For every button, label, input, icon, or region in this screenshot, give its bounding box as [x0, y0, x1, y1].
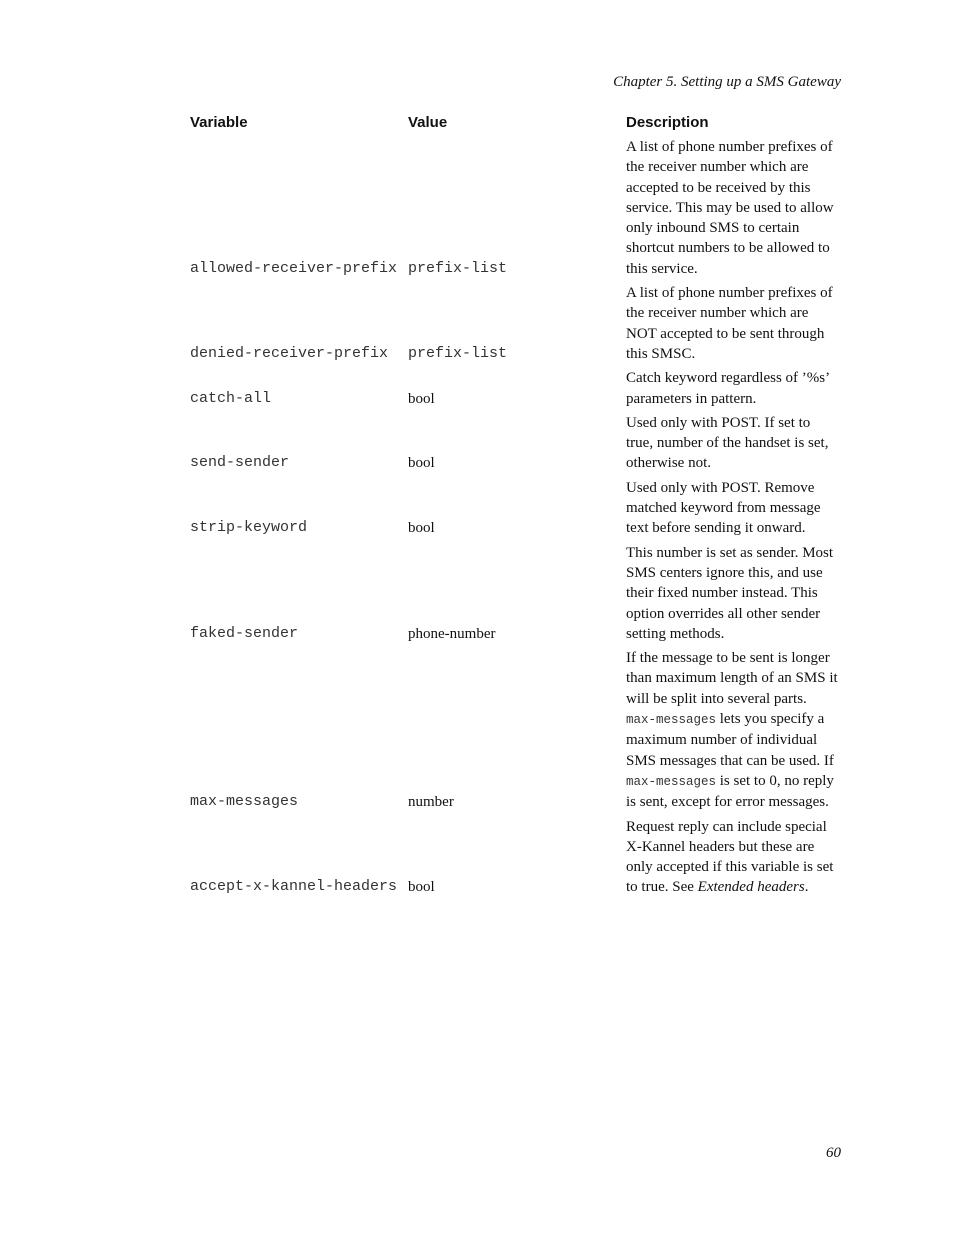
table-row: [190, 817, 840, 902]
variable-description: This number is set as sender. Most SMS centers ignore this, and use their fixed number instead. This option overrides all other sender setting methods.: [626, 544, 834, 642]
variable-value: prefix-list: [408, 344, 508, 362]
column-header-description: Description: [626, 114, 709, 131]
table-row: [190, 283, 840, 368]
table-row: [190, 368, 840, 413]
variable-name: accept-x-kannel-headers: [190, 878, 398, 896]
table-row: [190, 413, 840, 478]
variable-description: A list of phone number prefixes of the receiver number which are NOT accepted to be sent through this SMSC.: [626, 285, 833, 362]
variable-name: allowed-receiver-prefix: [190, 259, 398, 277]
variable-name: denied-receiver-prefix: [190, 344, 389, 362]
table-header-row: [190, 113, 840, 137]
variable-value: bool: [408, 520, 435, 537]
variable-name: catch-all: [190, 389, 272, 407]
running-header: Chapter 5. Setting up a SMS Gateway: [613, 74, 841, 90]
variable-description: A list of phone number prefixes of the receiver number which are accepted to be received by this service. This may be used to allow only inbound SMS to certain shortcut numbers to be allowed to this service.: [626, 139, 834, 277]
variable-value: phone-number: [408, 625, 496, 642]
column-header-value: Value: [408, 114, 448, 131]
inline-code: max-messages: [626, 774, 717, 789]
variable-table: [190, 113, 840, 902]
variable-description: [626, 817, 840, 902]
variable-name: send-sender: [190, 454, 290, 472]
table-row: [190, 478, 840, 543]
variable-description: Catch keyword regardless of ’%s’ parameters in pattern.: [626, 370, 829, 407]
inline-code: max-messages: [626, 713, 717, 728]
extended-headers-link-text: Extended headers: [697, 879, 805, 896]
variable-description: Used only with POST. Remove matched keyword from message text before sending it onward.: [626, 479, 821, 537]
description-text: is set to 0, no reply is sent, except for error messages.: [626, 772, 834, 811]
page-number: 60: [826, 1145, 841, 1161]
variable-value: bool: [408, 879, 435, 896]
variable-name: max-messages: [190, 793, 299, 811]
variable-name: faked-sender: [190, 624, 299, 642]
variable-description: Used only with POST. If set to true, number of the handset is set, otherwise not.: [626, 414, 829, 472]
variable-value: bool: [408, 455, 435, 472]
column-header-variable: Variable: [190, 114, 248, 131]
variable-value: prefix-list: [408, 259, 508, 277]
variable-value: number: [408, 794, 454, 811]
description-text: lets you specify a maximum number of individual SMS messages that can be used. If: [626, 711, 834, 769]
variable-value: bool: [408, 390, 435, 407]
table-row: [190, 648, 840, 816]
description-text: .: [804, 879, 809, 896]
variable-description: [626, 648, 840, 816]
description-text: If the message to be sent is longer than maximum length of an SMS it will be split into several parts.: [626, 650, 838, 707]
description-text: Request reply can include special X-Kannel headers but these are only accepted if this variable is set to true. See: [626, 818, 834, 896]
table-row: [190, 543, 840, 648]
table-row: [190, 137, 840, 283]
variable-name: strip-keyword: [190, 519, 308, 537]
